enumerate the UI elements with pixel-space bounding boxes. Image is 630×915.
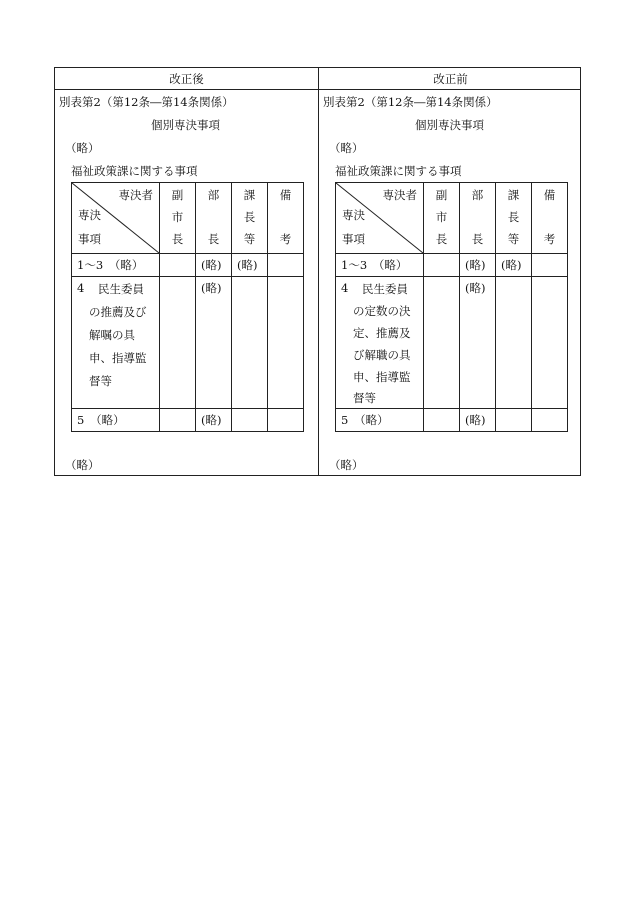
after-omitted-bottom: （略） xyxy=(65,458,100,472)
after-title: 別表第2（第12条―第14条関係） xyxy=(59,95,234,109)
corner-bot: 事項 xyxy=(78,232,101,246)
after-section: 福祉政策課に関する事項 xyxy=(71,164,198,178)
table-row: 5 （略） (略) xyxy=(336,409,568,432)
head-vice-mayor: 副 市 長 xyxy=(424,183,460,254)
corner-cell xyxy=(72,183,160,254)
head-section-chief: 課 長 等 xyxy=(496,183,532,254)
corner-cell xyxy=(336,183,424,254)
corner-top: 専決者 xyxy=(382,188,417,202)
corner-bot: 事項 xyxy=(342,232,365,246)
table-row: 5 （略） (略) xyxy=(72,409,304,432)
table-row: 4 民生委員 の定数の決 定、推薦及 び解職の具 申、指導監 督等 (略) xyxy=(336,277,568,409)
comparison-table xyxy=(54,67,581,476)
before-omitted-bottom: （略） xyxy=(329,458,364,472)
before-decision-table xyxy=(335,182,568,432)
after-omitted-top: （略） xyxy=(65,141,100,155)
after-decision-table xyxy=(71,182,304,432)
head-director: 部 長 xyxy=(460,183,496,254)
before-omitted-top: （略） xyxy=(329,141,364,155)
corner-mid: 専決 xyxy=(78,208,101,222)
header-after: 改正後 xyxy=(169,72,204,86)
header-before: 改正前 xyxy=(433,72,468,86)
before-section: 福祉政策課に関する事項 xyxy=(335,164,462,178)
corner-mid: 専決 xyxy=(342,208,365,222)
head-vice-mayor: 副 市 長 xyxy=(160,183,196,254)
pane-after xyxy=(55,90,318,475)
before-title: 別表第2（第12条―第14条関係） xyxy=(323,95,498,109)
table-row: 1～3 （略） (略) (略) xyxy=(72,254,304,277)
after-subtitle: 個別専決事項 xyxy=(151,118,220,132)
corner-top: 専決者 xyxy=(118,188,153,202)
head-remarks: 備 考 xyxy=(268,183,304,254)
head-section-chief: 課 長 等 xyxy=(232,183,268,254)
head-director: 部 長 xyxy=(196,183,232,254)
pane-before xyxy=(319,90,582,475)
table-row: 4 民生委員 の推薦及び 解嘱の具 申、指導監 督等 (略) xyxy=(72,277,304,409)
table-row: 1～3 （略） (略) (略) xyxy=(336,254,568,277)
before-subtitle: 個別専決事項 xyxy=(415,118,484,132)
head-remarks: 備 考 xyxy=(532,183,568,254)
